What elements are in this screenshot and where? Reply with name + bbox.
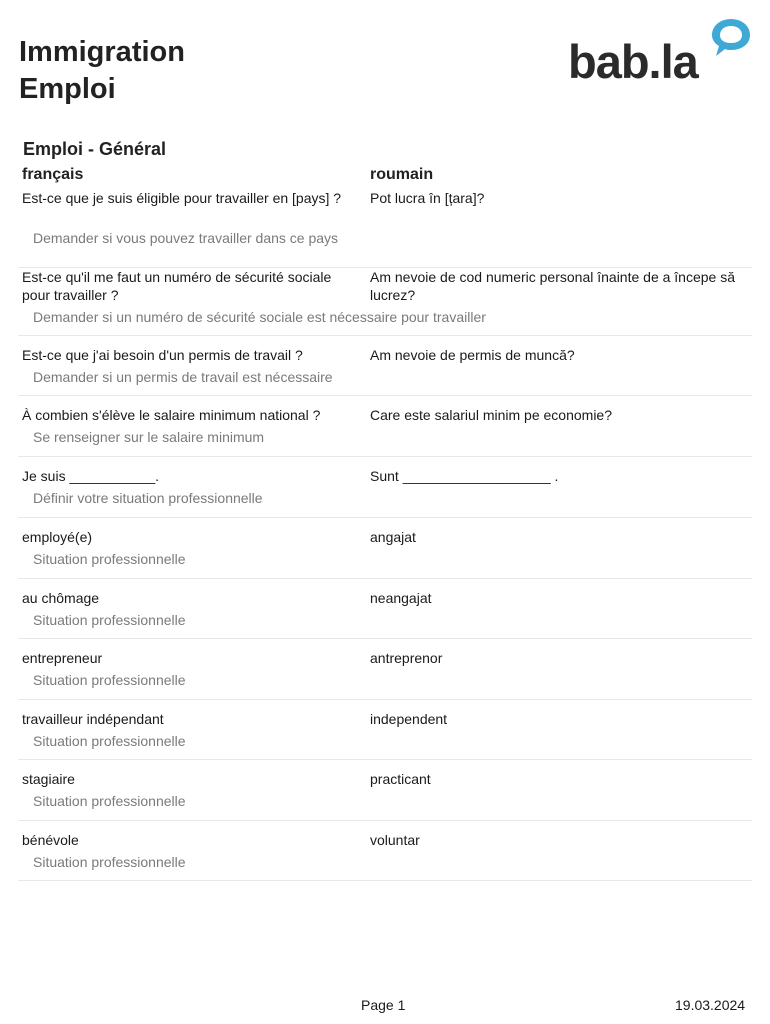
phrase-romanian: Care este salariul minim pe economie? — [370, 407, 612, 423]
phrase-description: Situation professionnelle — [33, 854, 186, 870]
phrase-romanian: practicant — [370, 771, 431, 787]
phrase-romanian: antreprenor — [370, 650, 443, 666]
page-title-line-2: Emploi — [19, 73, 116, 105]
phrase-description: Se renseigner sur le salaire minimum — [33, 429, 265, 445]
phrase-romanian: angajat — [370, 529, 416, 545]
phrase-french: au chômage — [22, 590, 100, 606]
page-title — [19, 34, 185, 108]
phrase-row — [18, 268, 752, 336]
phrase-romanian: voluntar — [370, 832, 420, 848]
phrase-french: Est-ce que je suis éligible pour travailler en [pays] ? — [22, 190, 342, 206]
phrase-row — [18, 189, 752, 268]
phrase-romanian: neangajat — [370, 590, 432, 606]
column-header-french: français — [22, 166, 84, 183]
phrase-description: Situation professionnelle — [33, 612, 186, 628]
phrase-description: Situation professionnelle — [33, 551, 186, 567]
phrase-french: stagiaire — [22, 771, 75, 787]
phrase-row — [18, 457, 752, 518]
phrase-romanian: Sunt ___________________ . — [370, 468, 559, 484]
phrase-row — [18, 579, 752, 639]
phrase-row — [18, 518, 752, 579]
phrase-description: Demander si un permis de travail est nécessaire — [33, 369, 333, 385]
document-date: 19.03.2024 — [675, 997, 746, 1013]
phrase-row — [18, 700, 752, 760]
phrase-french: Est-ce qu'il me faut un numéro de sécurité sociale pour travailler ? — [22, 269, 332, 303]
phrase-french: bénévole — [22, 832, 79, 848]
phrase-description: Situation professionnelle — [33, 733, 186, 749]
phrase-description: Demander si vous pouvez travailler dans ce pays — [33, 230, 339, 246]
phrase-romanian: Pot lucra în [țara]? — [370, 190, 485, 206]
phrase-description: Situation professionnelle — [33, 672, 186, 688]
phrase-description: Demander si un numéro de sécurité sociale est nécessaire pour travailler — [33, 309, 486, 325]
phrase-description: Définir votre situation professionnelle — [33, 490, 263, 506]
phrase-row — [18, 396, 752, 457]
phrase-list — [18, 189, 752, 881]
phrase-description: Situation professionnelle — [33, 793, 186, 809]
phrase-row — [18, 336, 752, 396]
column-header-romanian: roumain — [370, 166, 434, 183]
phrase-romanian: Am nevoie de cod numeric personal înainte de a începe să lucrez? — [370, 269, 736, 303]
phrase-romanian: independent — [370, 711, 448, 727]
speech-bubble-icon — [708, 16, 754, 62]
page-title-line-1: Immigration — [19, 36, 185, 68]
phrase-row — [18, 821, 752, 881]
phrase-french: Je suis ___________. — [22, 468, 159, 484]
babla-logo — [568, 16, 754, 88]
phrase-row — [18, 760, 752, 821]
phrase-french: Est-ce que j'ai besoin d'un permis de travail ? — [22, 347, 303, 363]
phrase-romanian: Am nevoie de permis de muncă? — [370, 347, 575, 363]
page-number: Page 1 — [361, 997, 406, 1013]
logo-text: bab.la — [568, 35, 698, 88]
section-title: Emploi - Général — [23, 139, 167, 159]
phrase-row — [18, 639, 752, 700]
phrase-french: employé(e) — [22, 529, 93, 545]
phrase-french: entrepreneur — [22, 650, 103, 666]
phrase-french: travailleur indépendant — [22, 711, 164, 727]
phrase-french: À combien s'élève le salaire minimum national ? — [22, 407, 321, 423]
